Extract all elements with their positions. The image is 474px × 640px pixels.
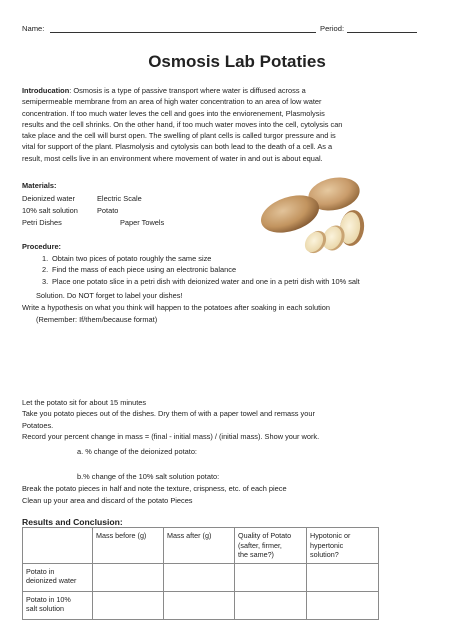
percent-change-deionized: a. % change of the deionized potato: bbox=[77, 447, 197, 456]
page-title: Osmosis Lab Potaties bbox=[148, 52, 326, 71]
name-label: Name: bbox=[22, 24, 45, 33]
materials-item: Paper Towels bbox=[120, 218, 165, 227]
table-header-cell bbox=[23, 528, 93, 564]
period-field[interactable] bbox=[347, 32, 417, 33]
procedure-step bbox=[42, 276, 462, 287]
table-header-row bbox=[23, 528, 379, 564]
instruction-line: Take you potato pieces out of the dishes. Dry them of with a paper towel and remass your bbox=[22, 409, 315, 419]
table-header-cell: Mass before (g) bbox=[93, 528, 164, 564]
period-label: Period: bbox=[320, 24, 345, 33]
table-row bbox=[23, 591, 379, 619]
header-line: solution? bbox=[310, 550, 339, 559]
procedure-list bbox=[42, 253, 462, 287]
intro-line: take place and the cell will burst open. The swelling of plant cells is called turgor pressure and is bbox=[22, 131, 336, 141]
instruction-line: Record your percent change in mass = (final - initial mass) / (initial mass). Show your work. bbox=[22, 431, 320, 441]
step-text: Obtain two pices of potato roughly the same size bbox=[52, 254, 212, 263]
break-instruction: Break the potato pieces in half and note the texture, crispness, etc. of each piece bbox=[22, 484, 287, 493]
results-table bbox=[22, 527, 379, 620]
materials-item: 10% salt solution bbox=[22, 206, 78, 215]
intro-line: concentration. If too much water leves the cell and goes into the enviorenement, Plasmolysis bbox=[22, 108, 325, 118]
instruction-line: Potatoes. bbox=[22, 420, 54, 430]
step-number: 2. bbox=[42, 265, 49, 275]
materials-item: Petri Dishes bbox=[22, 218, 62, 227]
procedure-step bbox=[42, 264, 462, 275]
step-number: 3. bbox=[42, 276, 49, 286]
step-text: Find the mass of each piece using an electronic balance bbox=[52, 265, 237, 275]
clean-instruction: Clean up your area and discard of the potato Pieces bbox=[22, 496, 193, 505]
quality-cell[interactable] bbox=[235, 563, 307, 591]
row-label-line: Potato in bbox=[26, 566, 55, 576]
hypothesis-reminder: (Remember: If/them/because format) bbox=[36, 315, 158, 324]
intro-line: : Osmosis is a type of passive transport where water is diffused across a bbox=[69, 86, 306, 95]
hypothesis-instruction: Write a hypothesis on what you think will happen to the potatoes after soaking in each solution bbox=[22, 303, 330, 312]
header-line: Quality of Potato bbox=[238, 531, 292, 540]
table-row bbox=[23, 563, 379, 591]
materials-heading: Materials: bbox=[22, 181, 57, 190]
procedure-step-3-continued: Solution. Do NOT forget to label your dishes! bbox=[36, 291, 183, 300]
procedure-heading: Procedure: bbox=[22, 242, 62, 251]
introduction-label: Introducation bbox=[22, 86, 70, 95]
table-header-cell bbox=[307, 528, 379, 564]
percent-change-salt: b.% change of the 10% salt solution potato: bbox=[77, 472, 220, 481]
header-line: the same?) bbox=[238, 550, 274, 559]
name-field[interactable] bbox=[50, 32, 316, 33]
row-label-line: Potato in 10% bbox=[26, 594, 71, 604]
step-text: Place one potato slice in a petri dish with deionized water and one in a petri dish with 10% salt bbox=[52, 276, 360, 286]
intro-line: results and the cell shrinks. On the other hand, if too much water moves into the cell, cytolysis can bbox=[22, 119, 343, 129]
header-line: hypertonic bbox=[310, 540, 344, 550]
header-line: Hypotonic or bbox=[310, 531, 351, 540]
row-label-line: salt solution bbox=[26, 604, 64, 613]
row-label-line: deionized water bbox=[26, 576, 77, 585]
results-heading: Results and Conclusion: bbox=[22, 517, 123, 527]
table-header-cell bbox=[235, 528, 307, 564]
solution-type-cell[interactable] bbox=[307, 591, 379, 619]
quality-cell[interactable] bbox=[235, 591, 307, 619]
materials-item: Deionized water bbox=[22, 194, 75, 203]
instruction-line: Let the potato sit for about 15 minutes bbox=[22, 398, 147, 407]
mass-after-cell[interactable] bbox=[164, 563, 235, 591]
introduction-paragraph bbox=[22, 85, 462, 164]
step-number: 1. bbox=[42, 254, 49, 263]
header-line: (safter, firmer, bbox=[238, 540, 282, 550]
intro-line: vital for support of the plant. Plasmolysis and cytolysis can both lead to the death of a cell. As a bbox=[22, 142, 333, 152]
mass-before-cell[interactable] bbox=[93, 563, 164, 591]
intro-line: result, most cells live in an environment where movement of water in and out is about equal. bbox=[22, 153, 323, 163]
potato-illustration bbox=[256, 172, 368, 256]
row-label-cell bbox=[23, 591, 93, 619]
solution-type-cell[interactable] bbox=[307, 563, 379, 591]
mass-after-cell[interactable] bbox=[164, 591, 235, 619]
row-label-cell bbox=[23, 563, 93, 591]
materials-item: Electric Scale bbox=[97, 194, 142, 203]
intro-line: semipermeable membrane from an area of high water concentration to an area of low water bbox=[22, 97, 322, 107]
mass-before-cell[interactable] bbox=[93, 591, 164, 619]
procedure-step bbox=[42, 253, 462, 264]
instructions-block bbox=[22, 397, 462, 442]
materials-item: Potato bbox=[97, 206, 119, 215]
table-header-cell: Mass after (g) bbox=[164, 528, 235, 564]
